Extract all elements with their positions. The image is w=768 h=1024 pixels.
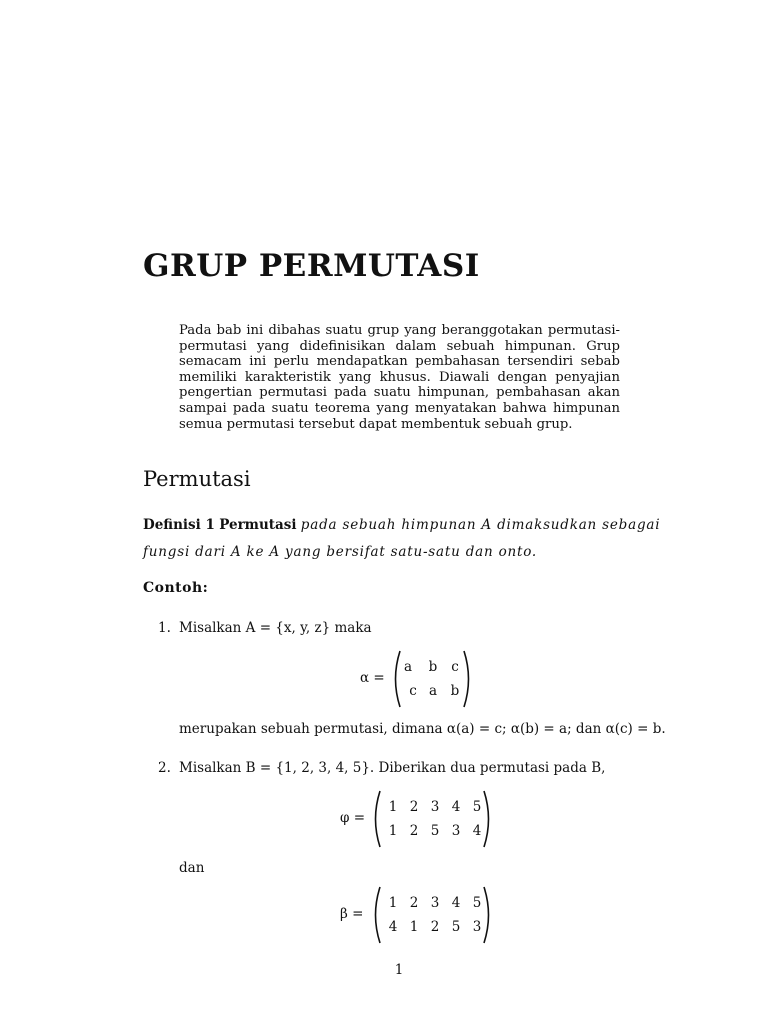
example-1-intro: Misalkan A = {x, y, z} maka <box>179 620 372 636</box>
section-title: Permutasi <box>143 467 251 491</box>
matrix-phi-bottom-1: 2 <box>409 823 419 839</box>
matrix-beta-name: β = <box>340 906 364 922</box>
left-paren <box>370 886 382 944</box>
matrix-phi-bottom-2: 5 <box>430 823 440 839</box>
matrix-alpha <box>0 650 768 710</box>
matrix-beta-top-0: 1 <box>388 895 398 911</box>
matrix-alpha-top-0: a <box>403 659 413 675</box>
matrix-beta-bottom-4: 3 <box>472 919 482 935</box>
matrix-beta-bottom-3: 5 <box>451 919 461 935</box>
matrix-beta-top-2: 3 <box>430 895 440 911</box>
definition-term: Permutasi <box>219 517 297 533</box>
matrix-phi-bottom-3: 3 <box>451 823 461 839</box>
matrix-beta-top-4: 5 <box>472 895 482 911</box>
example-number-1: 1. <box>158 620 171 636</box>
matrix-phi-top-4: 5 <box>472 799 482 815</box>
right-paren <box>482 790 494 848</box>
matrix-phi-top-3: 4 <box>451 799 461 815</box>
matrix-phi-bottom-0: 1 <box>388 823 398 839</box>
matrix-phi <box>0 790 768 850</box>
matrix-beta-top-3: 4 <box>451 895 461 911</box>
matrix-beta-bottom-0: 4 <box>388 919 398 935</box>
matrix-beta <box>0 886 768 946</box>
example-number-2: 2. <box>158 760 171 776</box>
matrix-phi-top-1: 2 <box>409 799 419 815</box>
matrix-phi-top-0: 1 <box>388 799 398 815</box>
connector-text: dan <box>179 860 205 876</box>
definition-block <box>143 512 663 566</box>
right-paren <box>482 886 494 944</box>
matrix-phi-top-2: 3 <box>430 799 440 815</box>
matrix-beta-bottom-1: 1 <box>409 919 419 935</box>
matrix-alpha-name: α = <box>360 670 385 686</box>
matrix-beta-top-1: 2 <box>409 895 419 911</box>
definition-text: pada sebuah himpunan A dimaksudkan sebagai fungsi dari A ke A yang bersifat satu-satu dan onto. <box>143 517 661 560</box>
left-paren <box>370 790 382 848</box>
chapter-title: GRUP PERMUTASI <box>143 248 480 284</box>
matrix-alpha-top-1: b <box>428 659 438 675</box>
page-number: 1 <box>394 962 404 978</box>
matrix-beta-bottom-2: 2 <box>430 919 440 935</box>
matrix-alpha-bottom-0: c <box>409 683 417 699</box>
example-1-after: merupakan sebuah permutasi, dimana α(a) = c; α(b) = a; dan α(c) = b. <box>179 721 666 737</box>
right-paren <box>462 650 474 708</box>
matrix-phi-name: φ = <box>340 810 366 826</box>
example-heading: Contoh: <box>143 580 209 596</box>
definition-label: Definisi 1 <box>143 517 215 533</box>
matrix-alpha-bottom-1: a <box>428 683 438 699</box>
matrix-alpha-bottom-2: b <box>450 683 460 699</box>
matrix-alpha-top-2: c <box>451 659 459 675</box>
matrix-phi-bottom-4: 4 <box>472 823 482 839</box>
abstract-paragraph: Pada bab ini dibahas suatu grup yang beranggotakan permutasi-permutasi yang didefinisikan dalam sebuah himpunan. Grup semacam ini perlu mendapatkan pembahasan tersendiri sebab memiliki karakteristik yang khusus. Diawali dengan penyajian pengertian permutasi pada suatu himpunan, pembahasan akan sampai pada suatu teorema yang menyatakan bahwa himpunan semua permutasi tersebut dapat membentuk sebuah grup. <box>179 323 620 432</box>
example-2-intro: Misalkan B = {1, 2, 3, 4, 5}. Diberikan dua permutasi pada B, <box>179 760 606 776</box>
